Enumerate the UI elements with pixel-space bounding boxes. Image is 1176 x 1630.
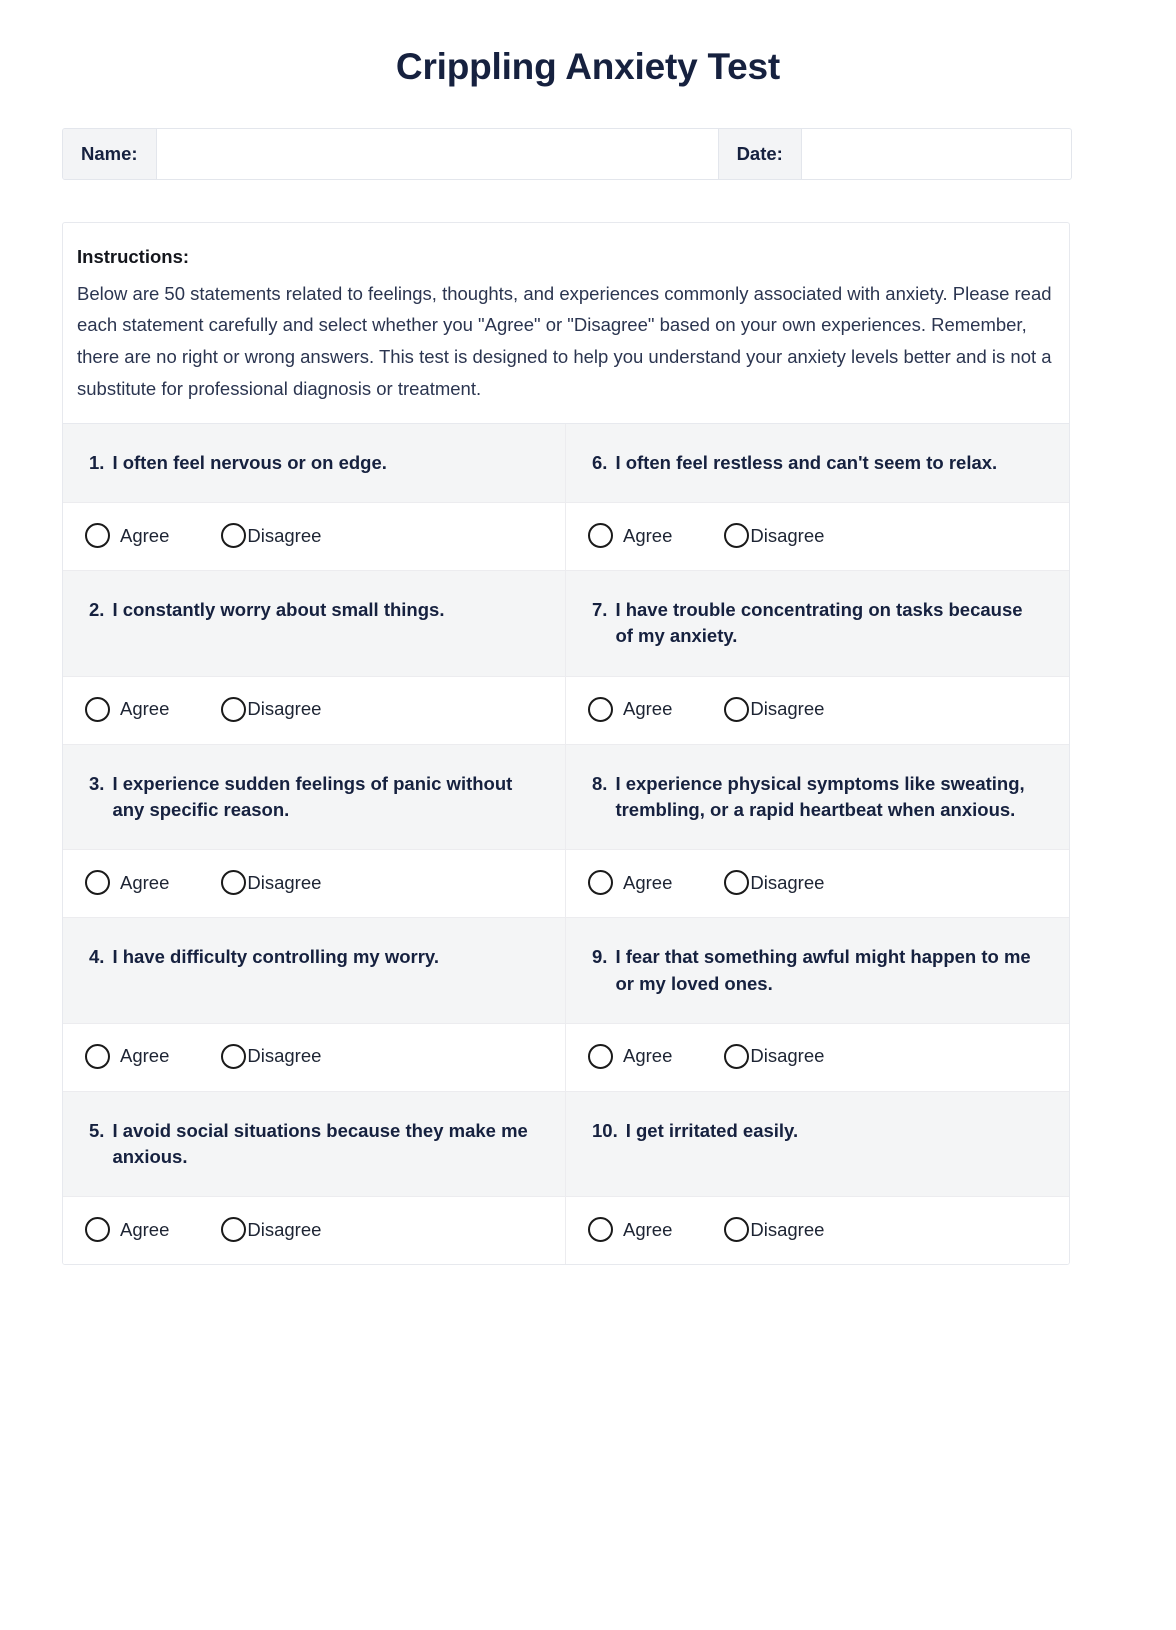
question-text: I fear that something awful might happen to me or my loved ones. bbox=[615, 946, 1031, 994]
question-text: I experience sudden feelings of panic without any specific reason. bbox=[112, 772, 513, 820]
option-disagree[interactable] bbox=[724, 870, 824, 895]
radio-icon[interactable] bbox=[724, 1217, 749, 1242]
option-disagree[interactable] bbox=[724, 523, 824, 548]
radio-icon[interactable] bbox=[588, 1217, 613, 1242]
question-prompt bbox=[89, 597, 444, 623]
question-cell bbox=[566, 745, 1069, 850]
radio-icon[interactable] bbox=[221, 870, 246, 895]
option-label: Disagree bbox=[247, 1045, 322, 1067]
option-agree[interactable] bbox=[588, 1044, 672, 1069]
question-number: 8. bbox=[592, 772, 608, 794]
question-number: 5. bbox=[89, 1119, 105, 1141]
radio-icon[interactable] bbox=[588, 697, 613, 722]
radio-icon[interactable] bbox=[85, 523, 110, 548]
option-label: Agree bbox=[623, 1045, 673, 1067]
answer-cell bbox=[566, 503, 1069, 570]
instructions-body: Below are 50 statements related to feelings, thoughts, and experiences commonly associated with anxiety. Please read each statement carefully and select whether you "Agree" or "Disagree" based on your own experiences. Remember, there are no right or wrong answers. This test is designed to help you understand your anxiety levels better and is not a substitute for professional diagnosis or treatment. bbox=[77, 282, 1052, 400]
option-agree[interactable] bbox=[588, 1217, 672, 1242]
radio-icon[interactable] bbox=[85, 1217, 110, 1242]
question-cell bbox=[566, 424, 1069, 502]
option-disagree[interactable] bbox=[221, 1217, 321, 1242]
question-cell bbox=[63, 571, 566, 676]
question-number: 3. bbox=[89, 772, 105, 794]
option-group bbox=[588, 697, 824, 722]
answer-cell bbox=[566, 677, 1069, 744]
option-label: Agree bbox=[120, 698, 170, 720]
option-agree[interactable] bbox=[85, 870, 169, 895]
radio-icon[interactable] bbox=[588, 870, 613, 895]
question-prompt bbox=[89, 771, 539, 824]
question-cell bbox=[63, 745, 566, 850]
option-label: Disagree bbox=[247, 871, 322, 893]
question-number: 2. bbox=[89, 599, 105, 621]
option-disagree[interactable] bbox=[724, 697, 824, 722]
radio-icon[interactable] bbox=[588, 523, 613, 548]
question-cell bbox=[566, 1092, 1069, 1197]
option-group bbox=[588, 870, 824, 895]
question-cell bbox=[63, 424, 566, 502]
radio-icon[interactable] bbox=[588, 1044, 613, 1069]
question-number: 1. bbox=[89, 451, 105, 473]
option-label: Agree bbox=[120, 871, 170, 893]
question-prompt-row bbox=[63, 744, 1069, 850]
question-prompt bbox=[592, 1118, 798, 1144]
answer-cell bbox=[63, 1197, 566, 1264]
question-text: I avoid social situations because they make me anxious. bbox=[112, 1119, 528, 1168]
option-label: Disagree bbox=[247, 524, 322, 546]
question-number: 10. bbox=[592, 1119, 618, 1141]
answer-row bbox=[63, 502, 1069, 570]
option-label: Disagree bbox=[750, 1045, 825, 1067]
option-group bbox=[588, 1044, 824, 1069]
question-cell bbox=[566, 918, 1069, 1023]
radio-icon[interactable] bbox=[724, 523, 749, 548]
radio-icon[interactable] bbox=[724, 870, 749, 895]
option-disagree[interactable] bbox=[221, 870, 321, 895]
question-text: I constantly worry about small things. bbox=[112, 599, 445, 621]
radio-icon[interactable] bbox=[85, 870, 110, 895]
answer-row bbox=[63, 1196, 1069, 1264]
question-cell bbox=[63, 918, 566, 1023]
radio-icon[interactable] bbox=[221, 1217, 246, 1242]
option-label: Disagree bbox=[247, 698, 322, 720]
answer-cell bbox=[63, 677, 566, 744]
answer-cell bbox=[63, 1024, 566, 1091]
option-label: Disagree bbox=[247, 1218, 322, 1240]
radio-icon[interactable] bbox=[724, 697, 749, 722]
radio-icon[interactable] bbox=[724, 1044, 749, 1069]
option-disagree[interactable] bbox=[724, 1217, 824, 1242]
option-group bbox=[85, 870, 321, 895]
answer-cell bbox=[566, 1197, 1069, 1264]
answer-cell bbox=[566, 1024, 1069, 1091]
instructions-panel bbox=[62, 222, 1070, 423]
option-label: Disagree bbox=[750, 524, 825, 546]
question-cell bbox=[63, 1092, 566, 1197]
question-text: I experience physical symptoms like sweating, trembling, or a rapid heartbeat when anxious. bbox=[615, 772, 1025, 820]
option-label: Disagree bbox=[750, 1218, 825, 1240]
question-number: 7. bbox=[592, 599, 608, 621]
name-input[interactable] bbox=[157, 129, 719, 179]
page-title: Crippling Anxiety Test bbox=[395, 46, 781, 87]
option-label: Agree bbox=[623, 1218, 673, 1240]
option-group bbox=[85, 697, 321, 722]
question-table bbox=[62, 423, 1070, 1265]
date-label: Date: bbox=[719, 129, 802, 179]
option-disagree[interactable] bbox=[724, 1044, 824, 1069]
option-disagree[interactable] bbox=[221, 523, 321, 548]
question-prompt bbox=[89, 450, 387, 476]
radio-icon[interactable] bbox=[221, 523, 246, 548]
option-agree[interactable] bbox=[85, 523, 169, 548]
answer-cell bbox=[63, 850, 566, 917]
answer-row bbox=[63, 1023, 1069, 1091]
option-disagree[interactable] bbox=[221, 1044, 321, 1069]
question-text: I get irritated easily. bbox=[625, 1119, 799, 1141]
radio-icon[interactable] bbox=[221, 1044, 246, 1069]
question-prompt-row bbox=[63, 570, 1069, 676]
answer-cell bbox=[566, 850, 1069, 917]
option-group bbox=[588, 523, 824, 548]
option-agree[interactable] bbox=[85, 1044, 169, 1069]
radio-icon[interactable] bbox=[85, 1044, 110, 1069]
question-prompt bbox=[89, 944, 439, 970]
question-prompt-row bbox=[63, 917, 1069, 1023]
instructions-heading: Instructions: bbox=[77, 246, 190, 267]
question-prompt bbox=[592, 597, 1043, 650]
option-label: Disagree bbox=[750, 698, 825, 720]
option-agree[interactable] bbox=[85, 697, 169, 722]
answer-row bbox=[63, 676, 1069, 744]
option-agree[interactable] bbox=[588, 870, 672, 895]
question-prompt-row bbox=[63, 1091, 1069, 1197]
radio-icon[interactable] bbox=[85, 697, 110, 722]
option-disagree[interactable] bbox=[221, 697, 321, 722]
date-input[interactable] bbox=[802, 129, 1048, 179]
option-agree[interactable] bbox=[85, 1217, 169, 1242]
question-number: 6. bbox=[592, 451, 608, 473]
question-number: 4. bbox=[89, 946, 105, 968]
name-label: Name: bbox=[63, 129, 157, 179]
option-group bbox=[85, 1044, 321, 1069]
question-prompt bbox=[592, 450, 997, 476]
question-cell bbox=[566, 571, 1069, 676]
answer-cell bbox=[63, 503, 566, 570]
option-label: Agree bbox=[120, 1218, 170, 1240]
question-text: I have difficulty controlling my worry. bbox=[112, 946, 439, 968]
option-agree[interactable] bbox=[588, 523, 672, 548]
question-prompt bbox=[592, 944, 1043, 997]
answer-row bbox=[63, 849, 1069, 917]
question-text: I have trouble concentrating on tasks because of my anxiety. bbox=[615, 599, 1023, 647]
option-agree[interactable] bbox=[588, 697, 672, 722]
name-date-bar bbox=[62, 128, 1072, 180]
option-group bbox=[85, 523, 321, 548]
option-label: Agree bbox=[623, 698, 673, 720]
question-prompt bbox=[592, 771, 1043, 824]
option-label: Disagree bbox=[750, 871, 825, 893]
question-prompt bbox=[89, 1118, 539, 1171]
option-label: Agree bbox=[120, 524, 170, 546]
question-prompt-row bbox=[63, 424, 1069, 502]
option-label: Agree bbox=[623, 871, 673, 893]
option-label: Agree bbox=[623, 524, 673, 546]
question-number: 9. bbox=[592, 946, 608, 968]
question-text: I often feel restless and can't seem to relax. bbox=[615, 451, 998, 473]
question-text: I often feel nervous or on edge. bbox=[112, 451, 387, 473]
option-group bbox=[588, 1217, 824, 1242]
radio-icon[interactable] bbox=[221, 697, 246, 722]
option-label: Agree bbox=[120, 1045, 170, 1067]
option-group bbox=[85, 1217, 321, 1242]
